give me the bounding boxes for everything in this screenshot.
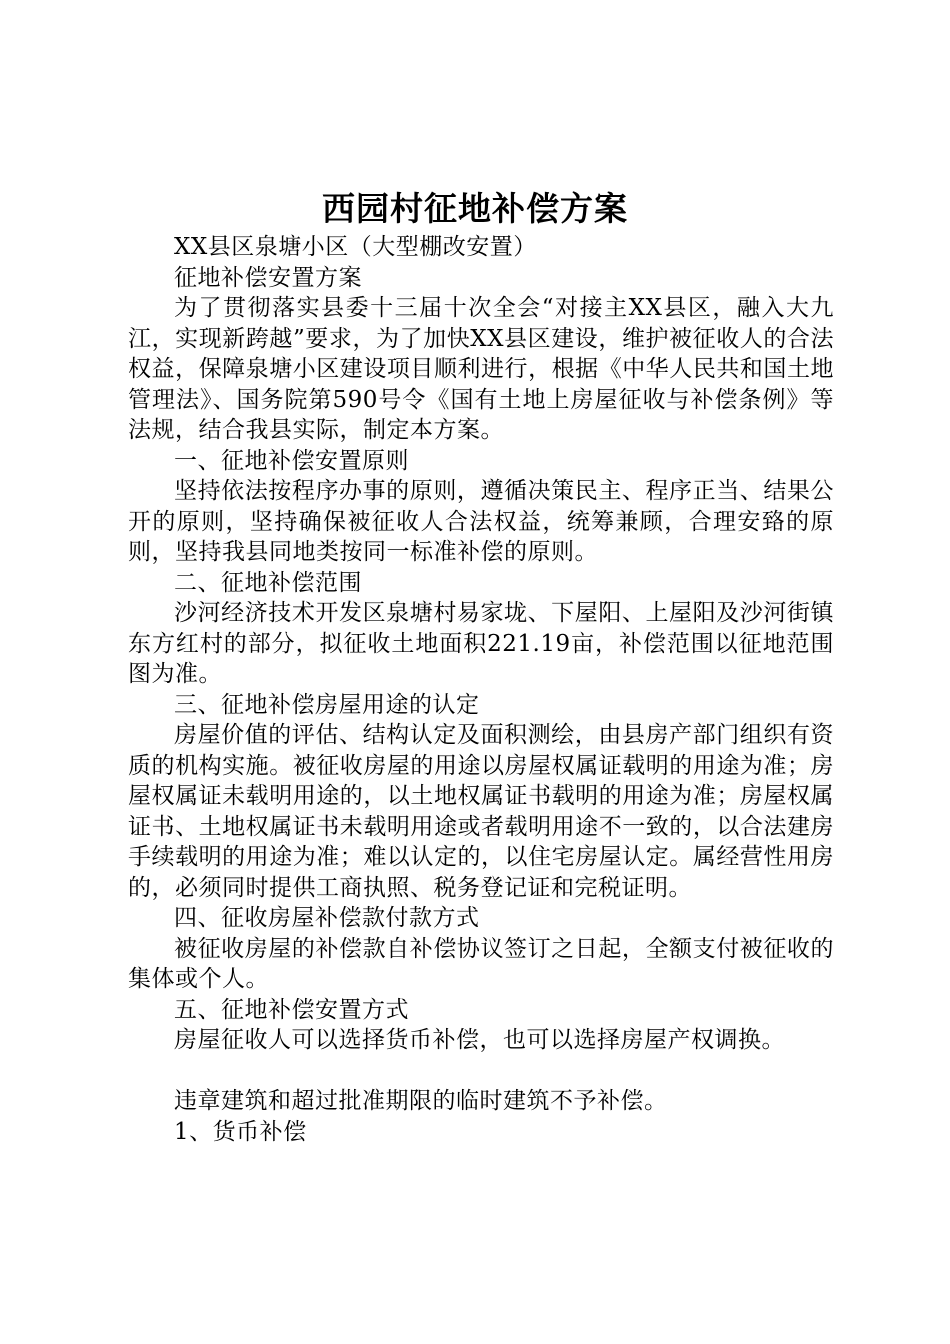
paragraph-intro: 为了贯彻落实县委十三届十次全会“对接主XX县区，融入大九江，实现新跨越”要求，为了加快XX县区建设，维护被征收人的合法权益，保障泉塘小区建设项目顺利进行，根据《中华人民共和国土地管理法》、国务院第590号令《国有土地上房屋征收与补偿条例》等法规，结合我县实际，制定本方案。 xyxy=(128,295,834,443)
document-body xyxy=(128,232,834,1147)
paragraph-project-name: XX县区泉塘小区（大型棚改安置） xyxy=(174,234,537,260)
section-heading-method: 五、征地补偿安置方式 xyxy=(174,996,409,1023)
paragraph-illegal-buildings: 违章建筑和超过批准期限的临时建筑不予补偿。 xyxy=(174,1088,668,1114)
section-heading-payment: 四、征收房屋补偿款付款方式 xyxy=(174,905,480,931)
section-heading-scope: 二、征地补偿范围 xyxy=(174,569,362,596)
document-title: 西园村征地补偿方案 xyxy=(322,189,628,228)
paragraph-usage: 房屋价值的评估、结构认定及面积测绘，由县房产部门组织有资质的机构实施。被征收房屋的用途以房屋权属证载明的用途为准；房屋权属证未载明用途的，以土地权属证书载明的用途为准；房屋权属证书、土地权属证书未载明用途或者载明用途不一致的，以合法建房手续载明的用途为准；难以认定的，以住宅房屋认定。属经营性用房的，必须同时提供工商执照、税务登记证和完税证明。 xyxy=(128,722,834,901)
subsection-heading-monetary: 1、货币补偿 xyxy=(174,1118,307,1145)
paragraph-payment: 被征收房屋的补偿款自补偿协议签订之日起，全额支付被征收的集体或个人。 xyxy=(128,935,834,992)
paragraph-method: 房屋征收人可以选择货币补偿，也可以选择房屋产权调换。 xyxy=(174,1027,785,1053)
paragraph-scope: 沙河经济技术开发区泉塘村易家垅、下屋阳、上屋阳及沙河街镇东方红村的部分，拟征收土地面积221.19亩，补偿范围以征地范围图为准。 xyxy=(128,600,834,687)
paragraph-plan-name: 征地补偿安置方案 xyxy=(174,264,362,291)
paragraph-principles: 坚持依法按程序办事的原则，遵循决策民主、程序正当、结果公开的原则，坚持确保被征收人合法权益，统筹兼顾，合理安臵的原则，坚持我县同地类按同一标准补偿的原则。 xyxy=(128,478,834,565)
section-heading-usage: 三、征地补偿房屋用途的认定 xyxy=(174,691,480,718)
section-heading-principles: 一、征地补偿安置原则 xyxy=(174,447,409,474)
